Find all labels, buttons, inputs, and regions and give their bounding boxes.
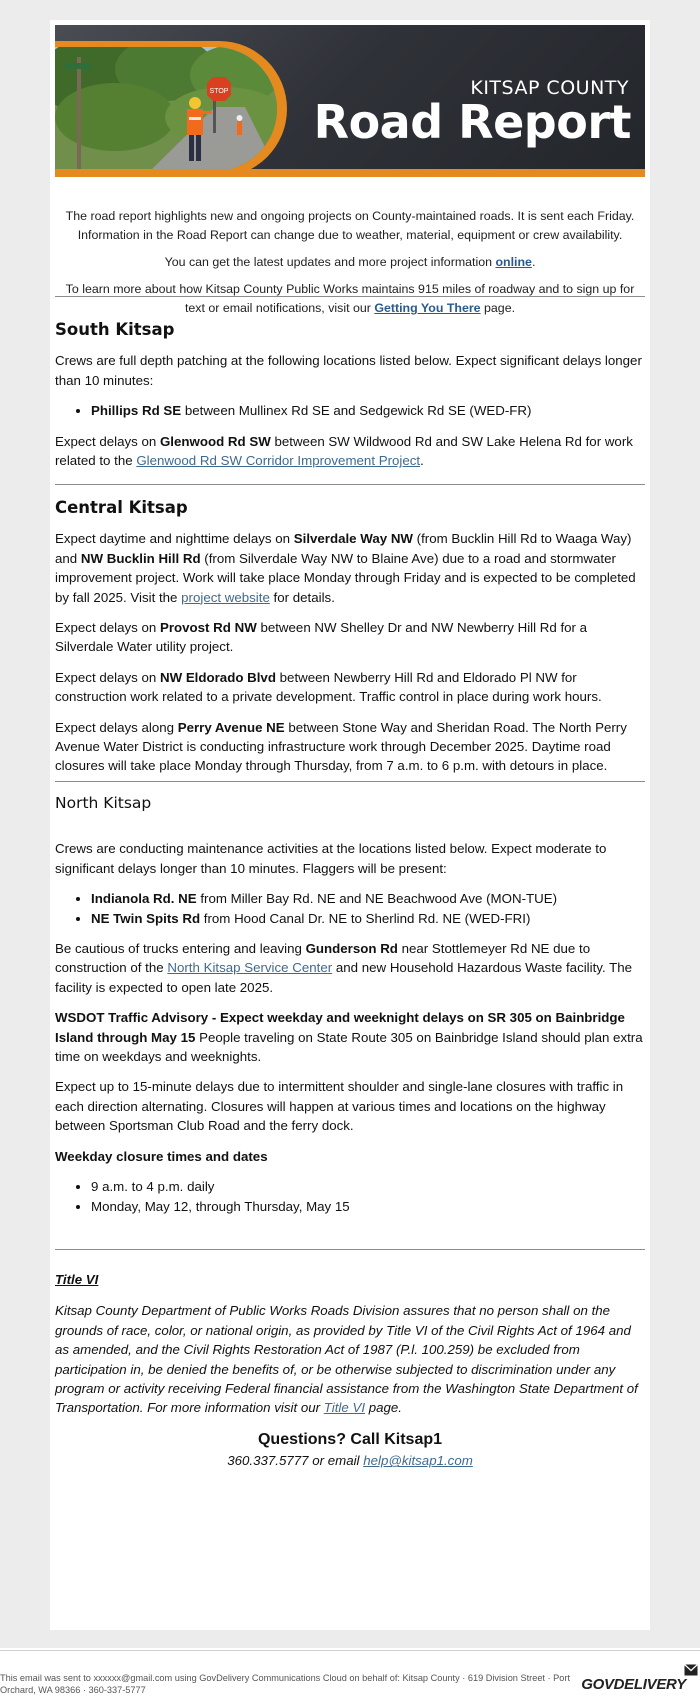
central-kitsap-section — [55, 498, 645, 776]
text: People traveling on State Route 305 on Bainbridge Island should plan extra time on weekdays and weeknights. — [55, 1029, 643, 1065]
text: page. — [365, 1400, 402, 1416]
section-divider — [55, 781, 645, 782]
text: (from Silverdale Way NW to Blaine Ave) due to a road and stormwater improvement project. Work will take place Monday through Friday and is expected to be completed by fall 2025. Visit the — [55, 550, 636, 605]
intro-paragraph: The road report highlights new and ongoing projects on County-maintained roads. It is sent each Friday. Information in the Road Report can change due to weather, material, equipment or crew availability. — [65, 209, 635, 242]
road-name: Provost Rd NW — [159, 620, 257, 636]
road-name: NW Bucklin Hill Rd — [80, 550, 201, 566]
list-item-text: between Mullinex Rd SE and Sedgewick Rd SE (WED-FR) — [181, 403, 532, 419]
road-name: Phillips Rd SE — [91, 403, 182, 419]
road-report-banner — [55, 25, 645, 177]
central-paragraph — [55, 718, 645, 776]
banner-photo-frame — [55, 41, 287, 177]
section-divider — [55, 1249, 645, 1250]
north-paragraph: Crews are conducting maintenance activities at the locations listed below. Expect moderate to significant delays longer than 10 minutes. Flaggers will be present: — [55, 841, 607, 876]
closures-list — [55, 1177, 645, 1216]
text: Expect delays on — [55, 669, 160, 685]
title-vi-heading — [55, 1270, 645, 1289]
text: Kitsap County Department of Public Works Roads Division assures that no person shall on the grounds of race, color, or national origin, as provided by Title VI of the Civil Rights Act of 1964 and as amended, and the Civil Rights Restoration Act of 1987 (P.l. 100.259) be excluded from participation in, be denied the benefits of, or be otherwise subjected to discrimination under any program or activity receiving Federal financial assistance from the Washington State Department of Transportation. For more information visit our — [55, 1303, 638, 1416]
text: (from Bucklin Hill Rd to Waaga Way) and — [55, 531, 632, 566]
road-name: Glenwood Rd SW — [159, 433, 271, 449]
govdelivery-logo[interactable]: GOVDELIVERY — [581, 1676, 686, 1693]
online-link[interactable]: online — [495, 255, 532, 269]
getting-you-there-link[interactable]: Getting You There — [374, 301, 481, 315]
central-paragraph — [55, 668, 645, 707]
title-vi-heading-text: Title VI — [55, 1272, 99, 1287]
south-list — [55, 401, 645, 420]
closures-heading-text: Weekday closure times and dates — [55, 1148, 268, 1164]
south-kitsap-section — [55, 320, 645, 470]
central-paragraph — [55, 529, 645, 607]
title-vi-link[interactable]: Title VI — [323, 1400, 366, 1416]
road-name: NE Twin Spits Rd — [91, 910, 201, 926]
title-vi-paragraph — [55, 1301, 645, 1417]
intro-text: To learn more about how Kitsap County Public Works maintains 915 miles of roadway and to sign up for text or email notifications, visit our — [65, 282, 635, 315]
text: between Newberry Hill Rd and Eldorado Pl NW for construction work related to a private development. Traffic control in place during work hours. — [55, 669, 602, 705]
questions-title: Questions? Call Kitsap1 — [257, 1430, 443, 1448]
list-item — [91, 889, 645, 908]
intro-text: . — [531, 255, 536, 269]
section-divider — [55, 484, 645, 485]
list-item: • Monday, May 12, through Thursday, May 15 — [91, 1197, 645, 1216]
envelope-icon — [684, 1664, 698, 1676]
road-name: Gunderson Rd — [305, 941, 398, 957]
list-item — [91, 401, 645, 420]
section-heading: South Kitsap — [55, 320, 175, 339]
intro — [55, 207, 645, 326]
wsdot-advisory-paragraph — [55, 1008, 645, 1066]
north-paragraph: Expect up to 15-minute delays due to intermittent shoulder and single-lane closures with traffic in each direction alternating. Closures will happen at various times and locations on the highway between Sportsman Club Road and the ferry dock. — [55, 1079, 624, 1134]
text: 360.337.5777 or email — [227, 1453, 364, 1469]
text: . — [420, 453, 424, 469]
road-name: Perry Avenue NE — [177, 719, 285, 735]
text: near Stottlemeyer Rd NE due to construction of the — [55, 941, 591, 976]
list-item — [91, 909, 645, 928]
section-divider — [55, 296, 645, 297]
title-vi-section — [55, 1270, 645, 1471]
text: for details. — [269, 589, 335, 605]
section-heading: Central Kitsap — [55, 498, 188, 517]
project-website-link[interactable]: project website — [181, 589, 270, 605]
email-link[interactable]: help@kitsap1.com — [363, 1453, 473, 1469]
text: between NW Shelley Dr and NW Newberry Hill Rd for a Silverdale Water utility project. — [55, 620, 588, 655]
south-paragraph: Crews are full depth patching at the following locations listed below. Expect significant delays longer than 10 minutes: — [55, 353, 642, 388]
banner-accent-stripe — [55, 169, 645, 177]
footer-text: This email was sent to xxxxxx@gmail.com using GovDelivery Communications Cloud on behalf of: Kitsap County · 619 Division Street · Port Orchard, WA 98366 · 360-337-5777 — [0, 1673, 570, 1695]
closures-heading — [55, 1147, 645, 1166]
road-name: Indianola Rd. NE — [91, 891, 197, 907]
road-name: Silverdale Way NW — [293, 531, 413, 547]
banner-title: Road Report — [313, 95, 631, 149]
questions-contact — [55, 1451, 645, 1470]
list-item-text: from Miller Bay Rd. NE and NE Beachwood Ave (MON-TUE) — [196, 891, 558, 907]
north-list — [55, 889, 645, 928]
section-heading: North Kitsap — [55, 794, 152, 812]
south-paragraph — [55, 432, 645, 471]
text: between SW Wildwood Rd and SW Lake Helena Rd for work related to the — [55, 433, 633, 469]
stop-sign-text: STOP — [209, 88, 229, 95]
footer-divider — [0, 1650, 700, 1651]
north-paragraph — [55, 939, 645, 997]
banner-kicker: KITSAP COUNTY — [470, 77, 629, 99]
text: Be cautious of trucks entering and leaving — [55, 941, 306, 957]
north-kitsap-service-center-link[interactable]: North Kitsap Service Center — [167, 960, 333, 976]
flagger-photo — [55, 47, 277, 171]
glenwood-project-link[interactable]: Glenwood Rd SW Corridor Improvement Project — [136, 453, 421, 469]
text: Expect delays on — [55, 620, 160, 636]
text: Expect delays along — [55, 719, 178, 735]
intro-online-paragraph — [55, 253, 645, 272]
text: Expect delays on — [55, 433, 160, 449]
text: Expect daytime and nighttime delays on — [55, 531, 294, 547]
text: and new Household Hazardous Waste facility. The facility is expected to open late 2025. — [55, 960, 633, 995]
intro-getting-you-there-paragraph — [55, 280, 645, 318]
road-name: NW Eldorado Blvd — [159, 669, 276, 685]
intro-text: You can get the latest updates and more project information — [164, 255, 496, 269]
list-item: • 9 a.m. to 4 p.m. daily — [91, 1177, 645, 1196]
central-paragraph — [55, 618, 645, 657]
north-kitsap-section — [55, 794, 645, 1216]
intro-text: page. — [480, 301, 516, 315]
list-item-text: from Hood Canal Dr. NE to Sherlind Rd. NE (WED-FRI) — [200, 910, 531, 926]
email-card — [50, 20, 650, 1630]
text: between Stone Way and Sheridan Road. The North Perry Avenue Water District is conducting infrastructure work through December 2025. Daytime road closures will take place Monday through Thursday, from 7 a.m. to 6 p.m. with detours in place. — [55, 719, 627, 774]
advisory-title: WSDOT Traffic Advisory - Expect weekday and weeknight delays on SR 305 on Bainbridge Island through May 15 — [55, 1010, 625, 1045]
